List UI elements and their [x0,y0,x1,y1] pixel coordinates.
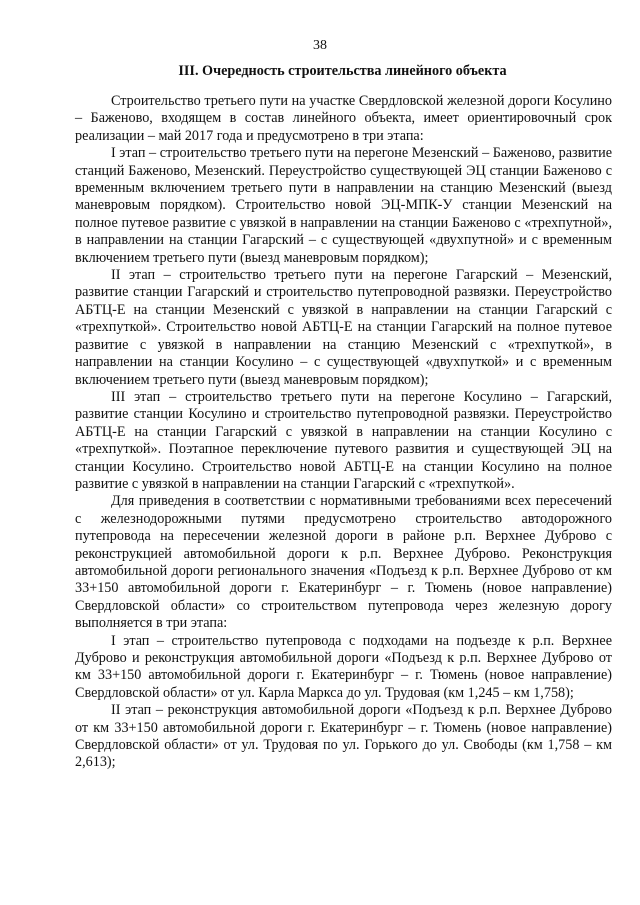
document-body [75,93,612,772]
paragraph-overpass-intro: Для приведения в соответствии с нормативными требованиями всех пересечений с железнодорожными путями предусмотрено строительство автодорожного путепровода на пересечении железной дороги в районе р.п. Верхнее Дуброво с реконструкцией автомобильной дороги к р.п. Верхнее Дуброво. Реконструкция автомобильной дороги регионального значения «Подъезд к р.п. Верхнее Дуброво от км 33+150 автомобильной дороги г. Екатеринбург – г. Тюмень (новое направление) Свердловской области» со строительством путепровода через железную дорогу выполняется в три этапа: [75,493,612,632]
paragraph-intro: Строительство третьего пути на участке Свердловской железной дороги Косулино – Баженово, входящем в состав линейного объекта, имеет ориентировочный срок реализации – май 2017 года и предусмотрено в три этапа: [75,93,612,144]
paragraph-stage-1: I этап – строительство третьего пути на перегоне Мезенский – Баженово, развитие станций Баженово, Мезенский. Переустройство существующей ЭЦ станции Баженово с временным включением третьего пути в направлении на станцию Мезенский (выезд маневровым порядком). Строительство новой ЭЦ-МПК-У станции Мезенский на полное путевое развитие с увязкой в направлении на станции Баженово с «трехпутной», в направлении на станции Гагарский – с существующей «двухпутной» и с временным включением третьего пути (выезд маневровым порядком); [75,145,612,266]
paragraph-stage-2: II этап – строительство третьего пути на перегоне Гагарский – Мезенский, развитие станции Гагарский и строительство путепроводной развязки. Переустройство АБТЦ-Е на станции Мезенский с увязкой в направлении на станции Гагарский с «трехпуткой». Строительство новой АБТЦ-Е на станции Гагарский на полное путевое развитие с увязкой в направлении на станцию Мезенский с «трехпуткой», в направлении на станции Косулино – с существующей «двухпуткой» и с временным включением третьего пути (выезд маневровым порядком); [75,267,612,388]
page-number: 38 [313,38,327,53]
paragraph-stage-3: III этап – строительство третьего пути на перегоне Косулино – Гагарский, развитие станции Косулино и строительство путепроводной развязки. Переустройство АБТЦ-Е на станции Гагарский с увязкой в направлении на станции Косулино с «трехпуткой». Поэтапное переключение путевого развития и существующей ЭЦ на станции Косулино. Строительство новой АБТЦ-Е на станции Косулино на полное развитие с увязкой в направлении на станции Гагарский с «трехпуткой». [75,388,612,492]
section-title: III. Очередность строительства линейного объекта [178,63,507,79]
paragraph-overpass-stage-1: I этап – строительство путепровода с подходами на подъезде к р.п. Верхнее Дуброво и реконструкция автомобильной дороги «Подъезд к р.п. Верхнее Дуброво от км 33+150 автомобильной дороги г. Екатеринбург – г. Тюмень (новое направление) Свердловской области» от ул. Карла Маркса до ул. Трудовая (км 1,245 – км 1,758); [75,632,612,701]
paragraph-overpass-stage-2: II этап – реконструкция автомобильной дороги «Подъезд к р.п. Верхнее Дуброво от км 33+150 автомобильной дороги г. Екатеринбург – г. Тюмень (новое направление) Свердловской области» от ул. Трудовая по ул. Горького до ул. Свободы (км 1,758 – км 2,613); [75,702,612,771]
